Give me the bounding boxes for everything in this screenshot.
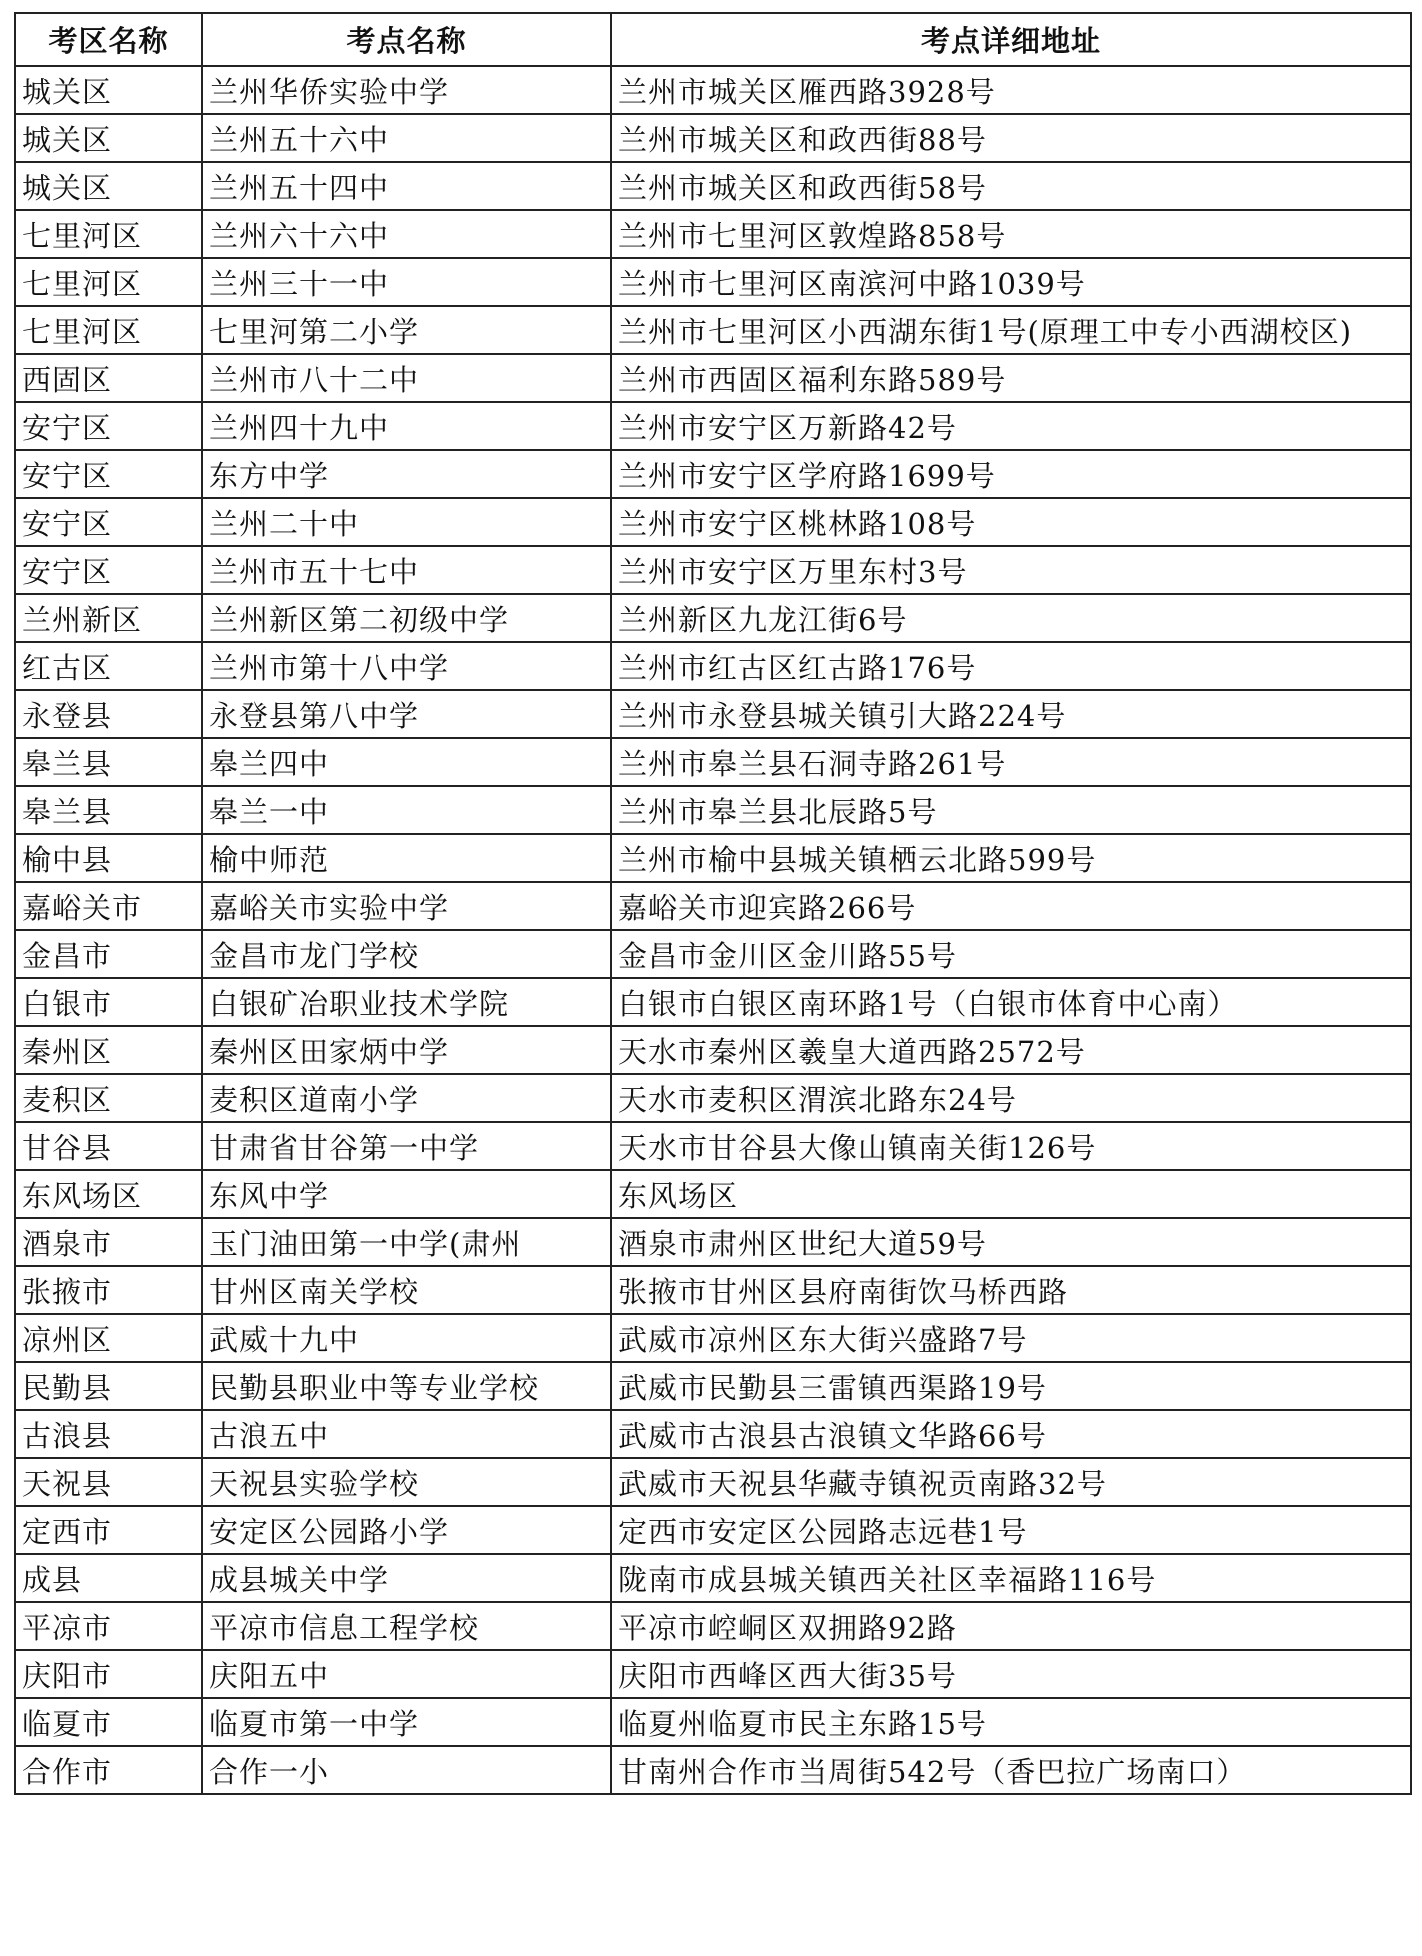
cell-exam-area: 成县 xyxy=(15,1554,202,1602)
table-row xyxy=(15,1218,1411,1266)
cell-exam-area: 安宁区 xyxy=(15,450,202,498)
cell-exam-site: 平凉市信息工程学校 xyxy=(202,1602,611,1650)
cell-exam-site: 永登县第八中学 xyxy=(202,690,611,738)
exam-site-table xyxy=(14,12,1412,1795)
cell-address: 定西市安定区公园路志远巷1号 xyxy=(611,1506,1411,1554)
cell-exam-site: 兰州市第十八中学 xyxy=(202,642,611,690)
table-row xyxy=(15,642,1411,690)
table-row xyxy=(15,66,1411,114)
cell-exam-area: 合作市 xyxy=(15,1746,202,1794)
table-row xyxy=(15,210,1411,258)
cell-exam-area: 西固区 xyxy=(15,354,202,402)
cell-exam-site: 东风中学 xyxy=(202,1170,611,1218)
header-exam-area: 考区名称 xyxy=(15,13,202,66)
table-row xyxy=(15,402,1411,450)
cell-exam-area: 东风场区 xyxy=(15,1170,202,1218)
table-row xyxy=(15,882,1411,930)
cell-exam-area: 皋兰县 xyxy=(15,738,202,786)
cell-exam-area: 甘谷县 xyxy=(15,1122,202,1170)
table-row xyxy=(15,1410,1411,1458)
cell-exam-area: 城关区 xyxy=(15,162,202,210)
header-row xyxy=(15,13,1411,66)
cell-exam-area: 榆中县 xyxy=(15,834,202,882)
cell-exam-area: 嘉峪关市 xyxy=(15,882,202,930)
table-row xyxy=(15,786,1411,834)
table-row xyxy=(15,930,1411,978)
cell-address: 嘉峪关市迎宾路266号 xyxy=(611,882,1411,930)
cell-exam-area: 古浪县 xyxy=(15,1410,202,1458)
cell-address: 兰州市安宁区万新路42号 xyxy=(611,402,1411,450)
cell-address: 兰州新区九龙江街6号 xyxy=(611,594,1411,642)
cell-exam-area: 酒泉市 xyxy=(15,1218,202,1266)
cell-address: 平凉市崆峒区双拥路92路 xyxy=(611,1602,1411,1650)
cell-exam-site: 东方中学 xyxy=(202,450,611,498)
cell-exam-site: 麦积区道南小学 xyxy=(202,1074,611,1122)
table-row xyxy=(15,1554,1411,1602)
cell-address: 武威市古浪县古浪镇文华路66号 xyxy=(611,1410,1411,1458)
table-row xyxy=(15,834,1411,882)
cell-exam-site: 甘肃省甘谷第一中学 xyxy=(202,1122,611,1170)
cell-address: 天水市甘谷县大像山镇南关街126号 xyxy=(611,1122,1411,1170)
table-row xyxy=(15,1602,1411,1650)
table-row xyxy=(15,1314,1411,1362)
cell-exam-site: 嘉峪关市实验中学 xyxy=(202,882,611,930)
cell-address: 兰州市安宁区桃林路108号 xyxy=(611,498,1411,546)
cell-address: 白银市白银区南环路1号（白银市体育中心南） xyxy=(611,978,1411,1026)
cell-address: 东风场区 xyxy=(611,1170,1411,1218)
cell-exam-area: 麦积区 xyxy=(15,1074,202,1122)
header-address: 考点详细地址 xyxy=(611,13,1411,66)
table-header xyxy=(15,13,1411,66)
cell-address: 酒泉市肃州区世纪大道59号 xyxy=(611,1218,1411,1266)
header-exam-site: 考点名称 xyxy=(202,13,611,66)
cell-exam-site: 金昌市龙门学校 xyxy=(202,930,611,978)
table-row xyxy=(15,594,1411,642)
cell-exam-area: 红古区 xyxy=(15,642,202,690)
cell-exam-site: 七里河第二小学 xyxy=(202,306,611,354)
cell-exam-area: 皋兰县 xyxy=(15,786,202,834)
cell-exam-area: 凉州区 xyxy=(15,1314,202,1362)
table-row xyxy=(15,1362,1411,1410)
cell-exam-area: 安宁区 xyxy=(15,402,202,450)
cell-exam-site: 兰州三十一中 xyxy=(202,258,611,306)
cell-exam-area: 张掖市 xyxy=(15,1266,202,1314)
cell-exam-site: 兰州六十六中 xyxy=(202,210,611,258)
cell-address: 兰州市皋兰县北辰路5号 xyxy=(611,786,1411,834)
cell-exam-site: 兰州五十六中 xyxy=(202,114,611,162)
cell-exam-site: 兰州五十四中 xyxy=(202,162,611,210)
cell-exam-site: 甘州区南关学校 xyxy=(202,1266,611,1314)
cell-address: 庆阳市西峰区西大街35号 xyxy=(611,1650,1411,1698)
cell-exam-site: 民勤县职业中等专业学校 xyxy=(202,1362,611,1410)
table-row xyxy=(15,162,1411,210)
cell-address: 武威市凉州区东大街兴盛路7号 xyxy=(611,1314,1411,1362)
cell-exam-area: 兰州新区 xyxy=(15,594,202,642)
table-row xyxy=(15,1026,1411,1074)
cell-address: 兰州市七里河区南滨河中路1039号 xyxy=(611,258,1411,306)
cell-address: 兰州市安宁区万里东村3号 xyxy=(611,546,1411,594)
cell-address: 兰州市皋兰县石洞寺路261号 xyxy=(611,738,1411,786)
cell-exam-site: 兰州四十九中 xyxy=(202,402,611,450)
table-row xyxy=(15,1698,1411,1746)
cell-exam-area: 秦州区 xyxy=(15,1026,202,1074)
table-row xyxy=(15,1122,1411,1170)
cell-exam-area: 安宁区 xyxy=(15,546,202,594)
table-row xyxy=(15,1506,1411,1554)
table-row xyxy=(15,546,1411,594)
cell-exam-area: 城关区 xyxy=(15,66,202,114)
table-row xyxy=(15,1074,1411,1122)
cell-address: 兰州市红古区红古路176号 xyxy=(611,642,1411,690)
cell-exam-area: 金昌市 xyxy=(15,930,202,978)
cell-exam-area: 天祝县 xyxy=(15,1458,202,1506)
cell-exam-site: 天祝县实验学校 xyxy=(202,1458,611,1506)
cell-exam-site: 兰州华侨实验中学 xyxy=(202,66,611,114)
cell-exam-area: 庆阳市 xyxy=(15,1650,202,1698)
cell-exam-site: 皋兰一中 xyxy=(202,786,611,834)
cell-exam-area: 白银市 xyxy=(15,978,202,1026)
table-row xyxy=(15,306,1411,354)
cell-address: 兰州市永登县城关镇引大路224号 xyxy=(611,690,1411,738)
cell-exam-site: 成县城关中学 xyxy=(202,1554,611,1602)
table-row xyxy=(15,114,1411,162)
cell-exam-site: 古浪五中 xyxy=(202,1410,611,1458)
cell-exam-site: 皋兰四中 xyxy=(202,738,611,786)
table-row xyxy=(15,1266,1411,1314)
cell-address: 临夏州临夏市民主东路15号 xyxy=(611,1698,1411,1746)
cell-address: 甘南州合作市当周街542号（香巴拉广场南口） xyxy=(611,1746,1411,1794)
cell-exam-site: 庆阳五中 xyxy=(202,1650,611,1698)
cell-address: 天水市秦州区羲皇大道西路2572号 xyxy=(611,1026,1411,1074)
cell-exam-area: 七里河区 xyxy=(15,306,202,354)
cell-exam-site: 兰州二十中 xyxy=(202,498,611,546)
cell-address: 武威市民勤县三雷镇西渠路19号 xyxy=(611,1362,1411,1410)
exam-site-table-container xyxy=(14,12,1412,1795)
cell-address: 兰州市安宁区学府路1699号 xyxy=(611,450,1411,498)
table-row xyxy=(15,354,1411,402)
cell-address: 张掖市甘州区县府南街饮马桥西路 xyxy=(611,1266,1411,1314)
table-row xyxy=(15,258,1411,306)
cell-exam-area: 民勤县 xyxy=(15,1362,202,1410)
table-row xyxy=(15,498,1411,546)
cell-exam-site: 兰州市五十七中 xyxy=(202,546,611,594)
cell-exam-area: 临夏市 xyxy=(15,1698,202,1746)
cell-exam-site: 白银矿冶职业技术学院 xyxy=(202,978,611,1026)
cell-exam-site: 武威十九中 xyxy=(202,1314,611,1362)
table-row xyxy=(15,1650,1411,1698)
cell-exam-area: 七里河区 xyxy=(15,210,202,258)
cell-address: 兰州市榆中县城关镇栖云北路599号 xyxy=(611,834,1411,882)
cell-exam-site: 合作一小 xyxy=(202,1746,611,1794)
cell-exam-site: 榆中师范 xyxy=(202,834,611,882)
cell-address: 金昌市金川区金川路55号 xyxy=(611,930,1411,978)
cell-address: 兰州市城关区雁西路3928号 xyxy=(611,66,1411,114)
cell-exam-area: 定西市 xyxy=(15,1506,202,1554)
cell-exam-site: 玉门油田第一中学(肃州 xyxy=(202,1218,611,1266)
cell-exam-area: 安宁区 xyxy=(15,498,202,546)
cell-exam-site: 秦州区田家炳中学 xyxy=(202,1026,611,1074)
table-row xyxy=(15,978,1411,1026)
cell-exam-area: 平凉市 xyxy=(15,1602,202,1650)
table-row xyxy=(15,450,1411,498)
cell-address: 兰州市七里河区敦煌路858号 xyxy=(611,210,1411,258)
cell-exam-site: 兰州新区第二初级中学 xyxy=(202,594,611,642)
table-row xyxy=(15,1170,1411,1218)
cell-exam-area: 永登县 xyxy=(15,690,202,738)
cell-exam-site: 兰州市八十二中 xyxy=(202,354,611,402)
cell-address: 天水市麦积区渭滨北路东24号 xyxy=(611,1074,1411,1122)
cell-address: 陇南市成县城关镇西关社区幸福路116号 xyxy=(611,1554,1411,1602)
cell-exam-area: 城关区 xyxy=(15,114,202,162)
table-body xyxy=(15,66,1411,1794)
cell-address: 兰州市城关区和政西街58号 xyxy=(611,162,1411,210)
cell-address: 兰州市西固区福利东路589号 xyxy=(611,354,1411,402)
table-row xyxy=(15,1458,1411,1506)
cell-exam-site: 安定区公园路小学 xyxy=(202,1506,611,1554)
cell-exam-area: 七里河区 xyxy=(15,258,202,306)
cell-address: 兰州市城关区和政西街88号 xyxy=(611,114,1411,162)
cell-address: 兰州市七里河区小西湖东街1号(原理工中专小西湖校区) xyxy=(611,306,1411,354)
cell-exam-site: 临夏市第一中学 xyxy=(202,1698,611,1746)
table-row xyxy=(15,690,1411,738)
table-row xyxy=(15,738,1411,786)
cell-address: 武威市天祝县华藏寺镇祝贡南路32号 xyxy=(611,1458,1411,1506)
table-row xyxy=(15,1746,1411,1794)
